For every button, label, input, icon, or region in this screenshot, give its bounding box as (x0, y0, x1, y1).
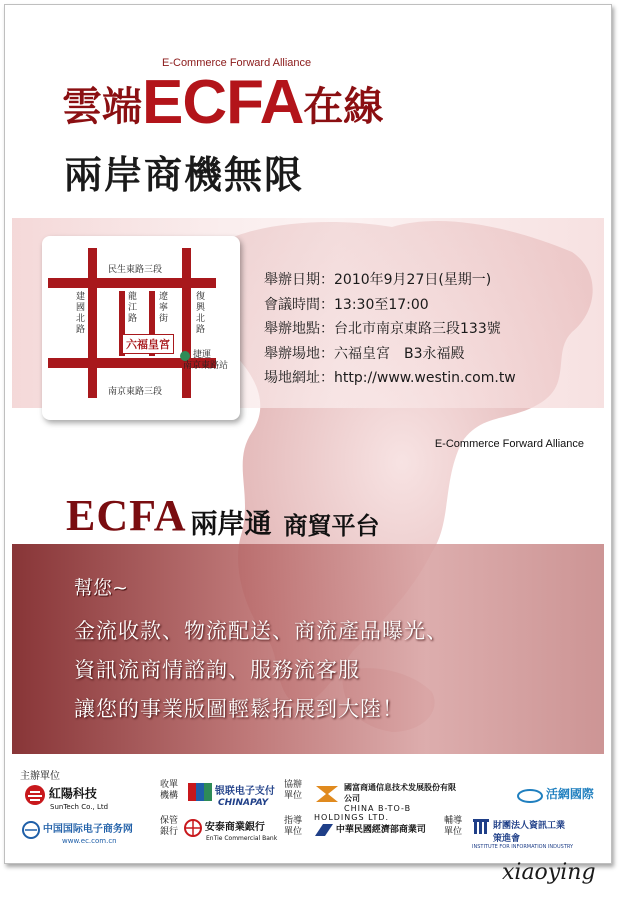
entie-en: EnTie Commercial Bank (206, 834, 278, 842)
benefits-line1: 金流收款、物流配送、商流產品曝光、 (74, 619, 448, 643)
event-place: 舉辦地點：台北市南京東路三段133號 (264, 321, 501, 337)
chinapay-logo (188, 782, 275, 808)
event-website[interactable]: 場地網址：http://www.westin.com.tw (264, 370, 516, 386)
road-fuxing (182, 248, 191, 398)
live-logo (517, 785, 594, 804)
sunrise-name: 紅陽科技 (48, 786, 97, 801)
iii-en: INSTITUTE FOR INFORMATION INDUSTRY (472, 844, 574, 850)
platform-name2: 商貿平台 (283, 512, 380, 540)
benefits-lead: 幫您~ (74, 577, 128, 599)
entie-icon (184, 819, 202, 837)
poster (12, 12, 604, 856)
venue-marker: 六福皇宮 (122, 334, 174, 354)
event-time: 會議時間：13:30至17:00 (264, 296, 429, 313)
moea-name: 中華民國經濟部商業司 (335, 825, 426, 835)
entie-name: 安泰商業銀行 (204, 822, 265, 833)
poster-frame (4, 4, 612, 864)
label-minsheng: 民生東路三段 (108, 265, 163, 275)
event-venue: 舉辦場地：六福皇宮 B3永福殿 (264, 345, 465, 362)
chinapay-icon (188, 783, 212, 801)
benefits-line2: 資訊流商情諮詢、服務流客服 (74, 658, 360, 682)
platform-logo (66, 490, 380, 541)
mrt-icon (180, 351, 190, 361)
organizer-label: 主辦單位 (20, 771, 60, 782)
sunrise-icon (24, 784, 46, 806)
label-mrt: 捷運 (193, 350, 212, 360)
iii-name: 財團法人資訊工業策進會 (493, 821, 566, 844)
chinapay-en: CHINAPAY (218, 797, 269, 808)
title-ecfa: ECFA (142, 68, 304, 137)
sunrise-en: SunTech Co., Ltd (50, 803, 109, 811)
platform-name1: 兩岸通 (190, 509, 272, 540)
alliance-subtitle-top: E-Commerce Forward Alliance (162, 57, 312, 69)
assist-label: 輔導單位 (443, 816, 462, 837)
label-fuxing: 復興北路 (195, 292, 205, 335)
event-date: 舉辦日期：2010年9月27日(星期一) (264, 272, 492, 288)
label-jianguo: 建國北路 (75, 292, 85, 335)
label-longjiang: 龍江路 (127, 292, 137, 324)
alliance-subtitle: E-Commerce Forward Alliance (434, 438, 584, 450)
b2b-name: 國富商通信息技术发展股份有限公司 (344, 783, 456, 803)
iii-icon (472, 818, 490, 836)
main-title (62, 68, 384, 137)
collect-label: 收單機構 (159, 780, 178, 801)
title-cloud: 雲端 (62, 84, 142, 130)
moea-icon (315, 824, 333, 836)
event-info (264, 268, 516, 391)
label-liaoning: 遼寧街 (158, 292, 168, 324)
signature: xiaoying (502, 860, 596, 885)
chinapay-name: 银联电子支付 (214, 786, 275, 797)
b2b-icon (314, 782, 340, 806)
coorg-label: 協辦單位 (283, 780, 302, 801)
ecec-name: 中国国际电子商务网 (42, 824, 133, 835)
ecec-url: www.ec.com.cn (62, 836, 117, 845)
bank-label: 保管銀行 (159, 816, 178, 837)
platform-brand: ECFA (66, 491, 187, 540)
b2b-en: CHINA B-TO-B HOLDINGS LTD. (314, 804, 412, 822)
entie-logo (184, 818, 277, 842)
label-nanjing: 南京東路三段 (108, 387, 163, 397)
iii-logo (472, 818, 573, 850)
main-title-line2: 兩岸商機無限 (64, 153, 305, 197)
label-mrt-station: 南京東路站 (183, 361, 229, 371)
live-icon (517, 788, 543, 804)
ecec-logo (22, 820, 133, 845)
moea-logo (315, 822, 426, 836)
title-online: 在線 (303, 84, 384, 130)
benefits-line3: 讓您的事業版圖輕鬆拓展到大陸！ (74, 697, 404, 721)
road-jianguo (88, 248, 97, 398)
live-name: 活網國際 (545, 787, 594, 801)
ecec-icon (22, 821, 40, 839)
sunrise-logo (24, 784, 108, 811)
b2b-logo (314, 782, 460, 822)
location-map (42, 236, 240, 420)
guide-label: 指導單位 (283, 816, 302, 837)
